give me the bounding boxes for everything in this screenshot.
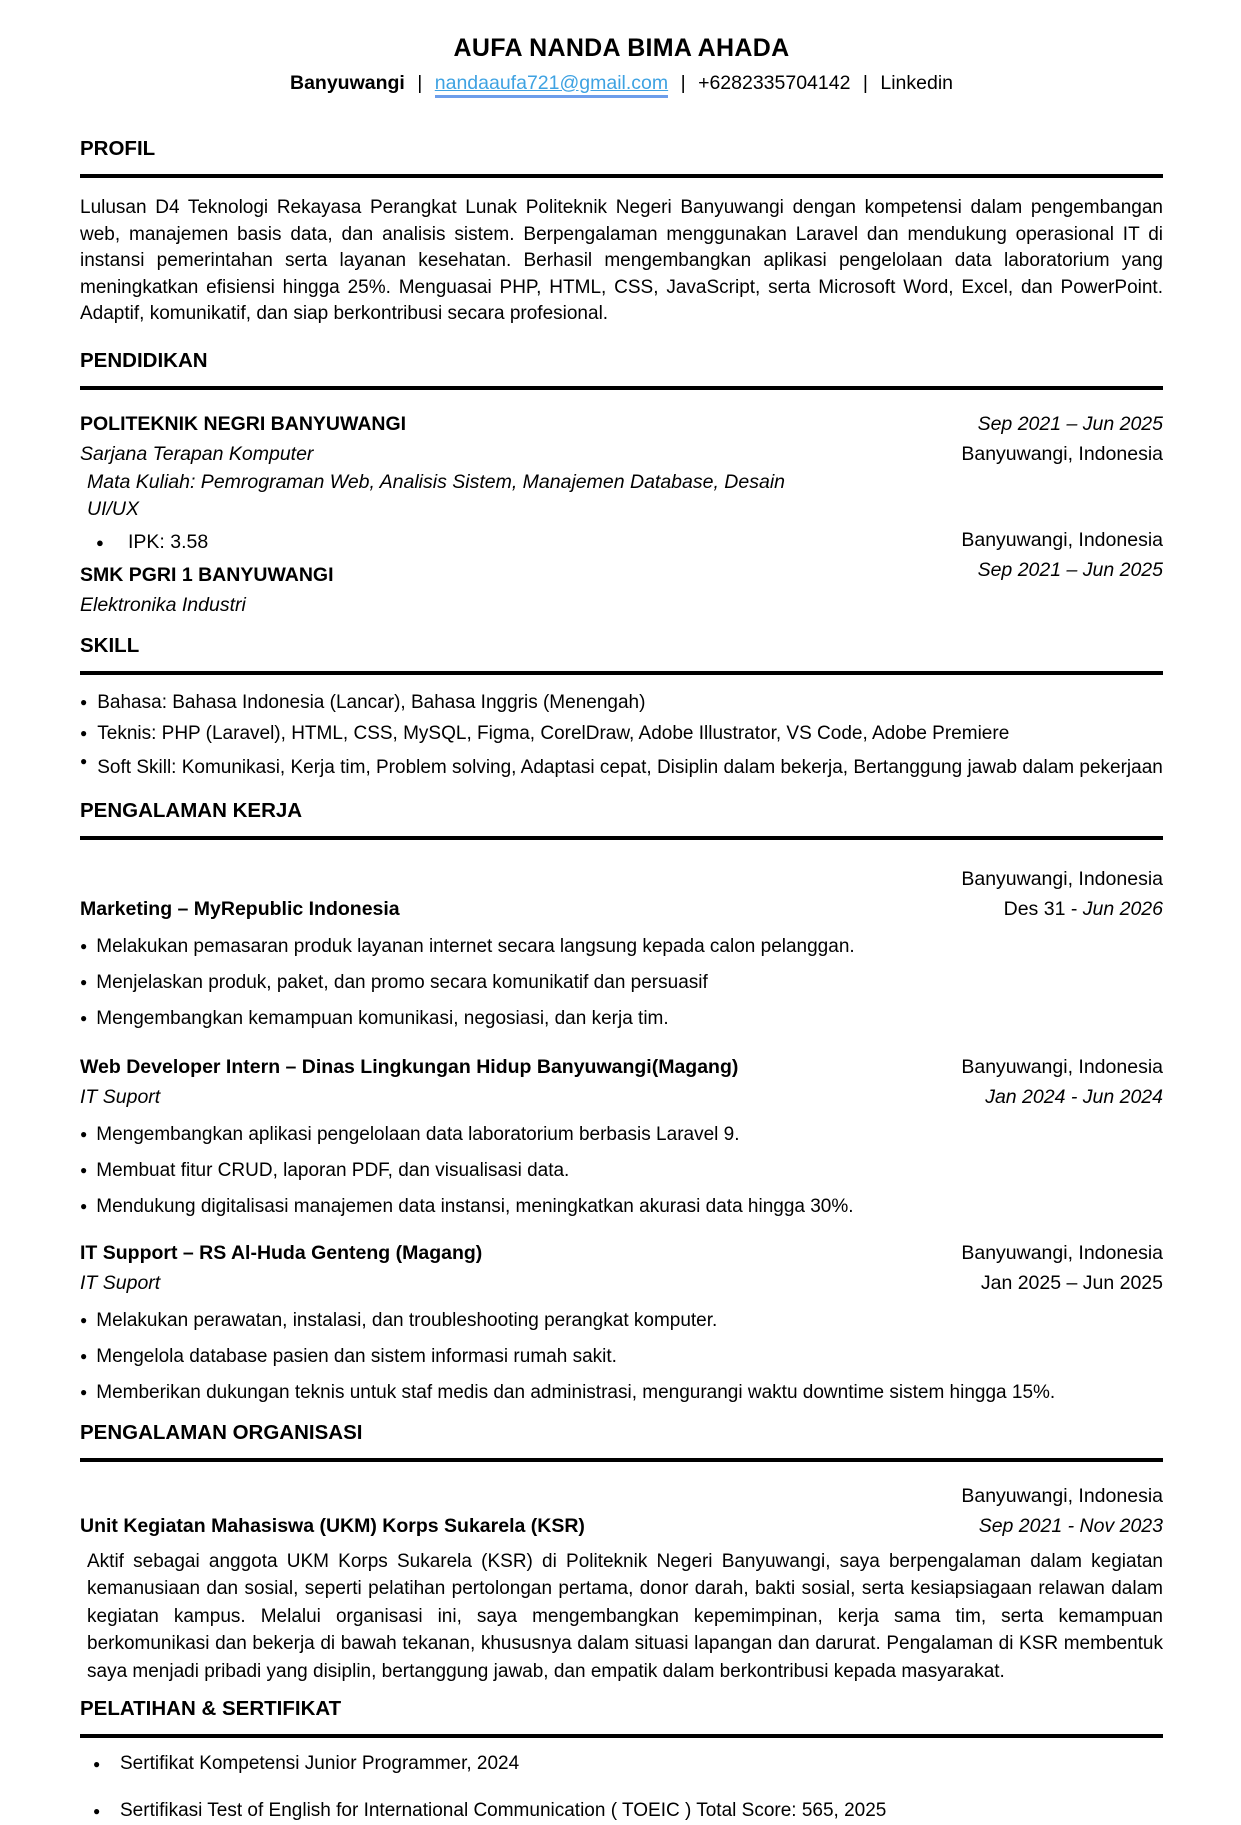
skill-item-bahasa: ● Bahasa: Bahasa Indonesia (Lancar), Bahasa Inggris (Menengah)	[80, 688, 1163, 719]
education-date: Sep 2021 – Jun 2025	[977, 558, 1163, 581]
work-entry-meta	[961, 864, 1163, 924]
education-entry-main	[80, 525, 334, 620]
job-location: Banyuwangi, Indonesia	[961, 1241, 1163, 1264]
section-pengalaman-kerja	[80, 799, 1163, 1408]
work-entry-it-support	[80, 1238, 1163, 1408]
organization-location: Banyuwangi, Indonesia	[961, 1484, 1163, 1507]
section-pelatihan-sertifikat	[80, 1697, 1163, 1825]
section-rule-pendidikan	[80, 386, 1163, 390]
job-bullet: ● Mengelola database pasien dan sistem informasi rumah sakit.	[80, 1343, 1163, 1372]
section-heading-profil: PROFIL	[80, 137, 156, 160]
section-heading-pendidikan: PENDIDIKAN	[80, 348, 208, 372]
work-entry-meta	[961, 1238, 1163, 1298]
job-bullet: ● Mengembangkan kemampuan komunikasi, negosiasi, dan kerja tim.	[80, 1005, 1163, 1034]
job-date: Jan 2024 - Jun 2024	[985, 1085, 1163, 1108]
section-heading-pengalaman-kerja: PENGALAMAN KERJA	[80, 798, 303, 822]
job-date	[961, 894, 1163, 924]
job-bullet: ● Memberikan dukungan teknis untuk staf medis dan administrasi, mengurangi waktu downtime sistem hingga 15%.	[80, 1379, 1163, 1408]
organization-entry-meta	[961, 1481, 1163, 1541]
work-entry-header	[80, 1052, 1163, 1112]
section-rule-pelatihan-sertifikat	[80, 1734, 1163, 1738]
section-rule-profil	[80, 174, 1163, 178]
job-bullet-list	[80, 1121, 1163, 1222]
major-name: Elektronika Industri	[80, 593, 246, 616]
education-entry-smk	[80, 525, 1163, 620]
job-role: IT Suport	[80, 1085, 161, 1108]
job-date-regular: Des 31 -	[1003, 897, 1083, 920]
section-rule-pengalaman-kerja	[80, 836, 1163, 840]
job-bullet-list	[80, 933, 1163, 1034]
section-heading-skill: SKILL	[80, 633, 140, 657]
work-entry-webdev-intern	[80, 1052, 1163, 1222]
job-bullet: ● Mendukung digitalisasi manajemen data instansi, meningkatkan akurasi data hingga 30%.	[80, 1193, 1163, 1222]
contact-phone: +6282335704142	[698, 72, 851, 94]
contact-separator: |	[417, 72, 423, 94]
courses-line: Mata Kuliah: Pemrograman Web, Analisis Sistem, Manajemen Database, Desain UI/UX	[87, 470, 785, 520]
degree-name: Sarjana Terapan Komputer	[80, 442, 314, 465]
work-entry-marketing	[80, 864, 1163, 1034]
certificate-list	[80, 1750, 1163, 1825]
section-pendidikan	[80, 349, 1163, 620]
skill-item-softskill: ● Soft Skill: Komunikasi, Kerja tim, Problem solving, Adaptasi cepat, Disiplin dalam bekerja, Bertanggung jawab dalam pekerjaan	[80, 753, 1163, 784]
contact-separator: |	[680, 72, 686, 94]
work-entry-meta	[961, 1052, 1163, 1112]
section-heading-pelatihan-sertifikat: PELATIHAN & SERTIFIKAT	[80, 1697, 342, 1720]
certificate-item: ● Sertifikat Kompetensi Junior Programmer, 2024	[80, 1750, 1163, 1778]
work-entry-header	[80, 864, 1163, 924]
organization-title: Unit Kegiatan Mahasiswa (UKM) Korps Sukarela (KSR)	[80, 1514, 585, 1537]
contact-linkedin: Linkedin	[880, 72, 953, 94]
education-date: Sep 2021 – Jun 2025	[977, 412, 1163, 435]
education-entry-politeknik	[80, 409, 1163, 523]
section-skill	[80, 634, 1163, 784]
contact-line	[80, 72, 1163, 95]
gpa-line: ● IPK: 3.58	[80, 527, 334, 557]
email-link[interactable]: nandaaufa721@gmail.com	[435, 72, 668, 98]
job-bullet: ● Membuat fitur CRUD, laporan PDF, dan visualisasi data.	[80, 1157, 1163, 1186]
education-entry-main	[80, 409, 810, 523]
organization-date: Sep 2021 - Nov 2023	[978, 1514, 1163, 1537]
candidate-name: AUFA NANDA BIMA AHADA	[453, 34, 790, 62]
skill-item-teknis: ● Teknis: PHP (Laravel), HTML, CSS, MySQL, Figma, CorelDraw, Adobe Illustrator, VS Code, Adobe Premiere	[80, 719, 1163, 750]
job-bullet: ● Menjelaskan produk, paket, dan promo secara komunikatif dan persuasif	[80, 969, 1163, 998]
work-entry-header	[80, 1238, 1163, 1298]
institution-name: POLITEKNIK NEGRI BANYUWANGI	[80, 412, 407, 435]
job-date-italic: Jun 2026	[1082, 897, 1163, 920]
job-role: IT Suport	[80, 1271, 161, 1294]
education-location: Banyuwangi, Indonesia	[961, 528, 1163, 551]
job-bullet-list	[80, 1307, 1163, 1408]
organization-body: Aktif sebagai anggota UKM Korps Sukarela (KSR) di Politeknik Negeri Banyuwangi, saya berpengalaman dalam kegiatan kemanusiaan dan sosial, seperti pelatihan pertolongan pertama, donor darah, bakti sosial, serta kesiapsiagaan relawan dalam kegiatan kampus. Melalui organisasi ini, saya mengembangkan kepemimpinan, kerja sama tim, serta kemampuan berkomunikasi dan bekerja di bawah tekanan, khususnya dalam situasi lapangan dan darurat. Pengalaman di KSR membentuk saya menjadi pribadi yang disiplin, bertanggung jawab, dan empatik dalam berkontribusi kepada masyarakat.	[87, 1550, 1163, 1682]
section-pengalaman-organisasi	[80, 1421, 1163, 1686]
job-bullet: ● Melakukan perawatan, instalasi, dan troubleshooting perangkat komputer.	[80, 1307, 1163, 1336]
education-entry-meta	[961, 409, 1163, 469]
education-location: Banyuwangi, Indonesia	[961, 442, 1163, 465]
job-location: Banyuwangi, Indonesia	[961, 1055, 1163, 1078]
certificate-item: ● Sertifikasi Test of English for International Communication ( TOEIC ) Total Score: 565, 2025	[80, 1797, 1163, 1825]
job-bullet: ● Mengembangkan aplikasi pengelolaan data laboratorium berbasis Laravel 9.	[80, 1121, 1163, 1150]
education-entry-meta	[961, 525, 1163, 585]
section-heading-pengalaman-organisasi: PENGALAMAN ORGANISASI	[80, 1420, 363, 1444]
job-title: Web Developer Intern – Dinas Lingkungan Hidup Banyuwangi(Magang)	[80, 1055, 739, 1078]
skill-list	[80, 688, 1163, 784]
profil-body: Lulusan D4 Teknologi Rekayasa Perangkat Lunak Politeknik Negeri Banyuwangi dengan kompetensi dalam pengembangan web, manajemen basis data, dan analisis sistem. Berpengalaman menggunakan Laravel dan mendukung operasional IT di instansi pemerintahan serta layanan kesehatan. Berhasil mengembangkan aplikasi pengelolaan data laboratorium yang meningkatkan efisiensi hingga 25%. Menguasai PHP, HTML, CSS, JavaScript, serta Microsoft Word, Excel, dan PowerPoint. Adaptif, komunikatif, dan siap berkontribusi secara profesional.	[80, 197, 1163, 324]
contact-location: Banyuwangi	[289, 72, 405, 94]
section-rule-pengalaman-organisasi	[80, 1458, 1163, 1462]
institution-name: SMK PGRI 1 BANYUWANGI	[80, 563, 334, 586]
section-profil	[80, 137, 1163, 328]
section-rule-skill	[80, 671, 1163, 675]
job-date: Jan 2025 – Jun 2025	[980, 1271, 1163, 1294]
job-title: Marketing – MyRepublic Indonesia	[80, 897, 400, 920]
job-title: IT Support – RS Al-Huda Genteng (Magang)	[80, 1241, 483, 1264]
contact-separator: |	[862, 72, 868, 94]
job-location: Banyuwangi, Indonesia	[961, 867, 1163, 890]
organization-entry-header	[80, 1481, 1163, 1541]
job-bullet: ● Melakukan pemasaran produk layanan internet secara langsung kepada calon pelanggan.	[80, 933, 1163, 962]
